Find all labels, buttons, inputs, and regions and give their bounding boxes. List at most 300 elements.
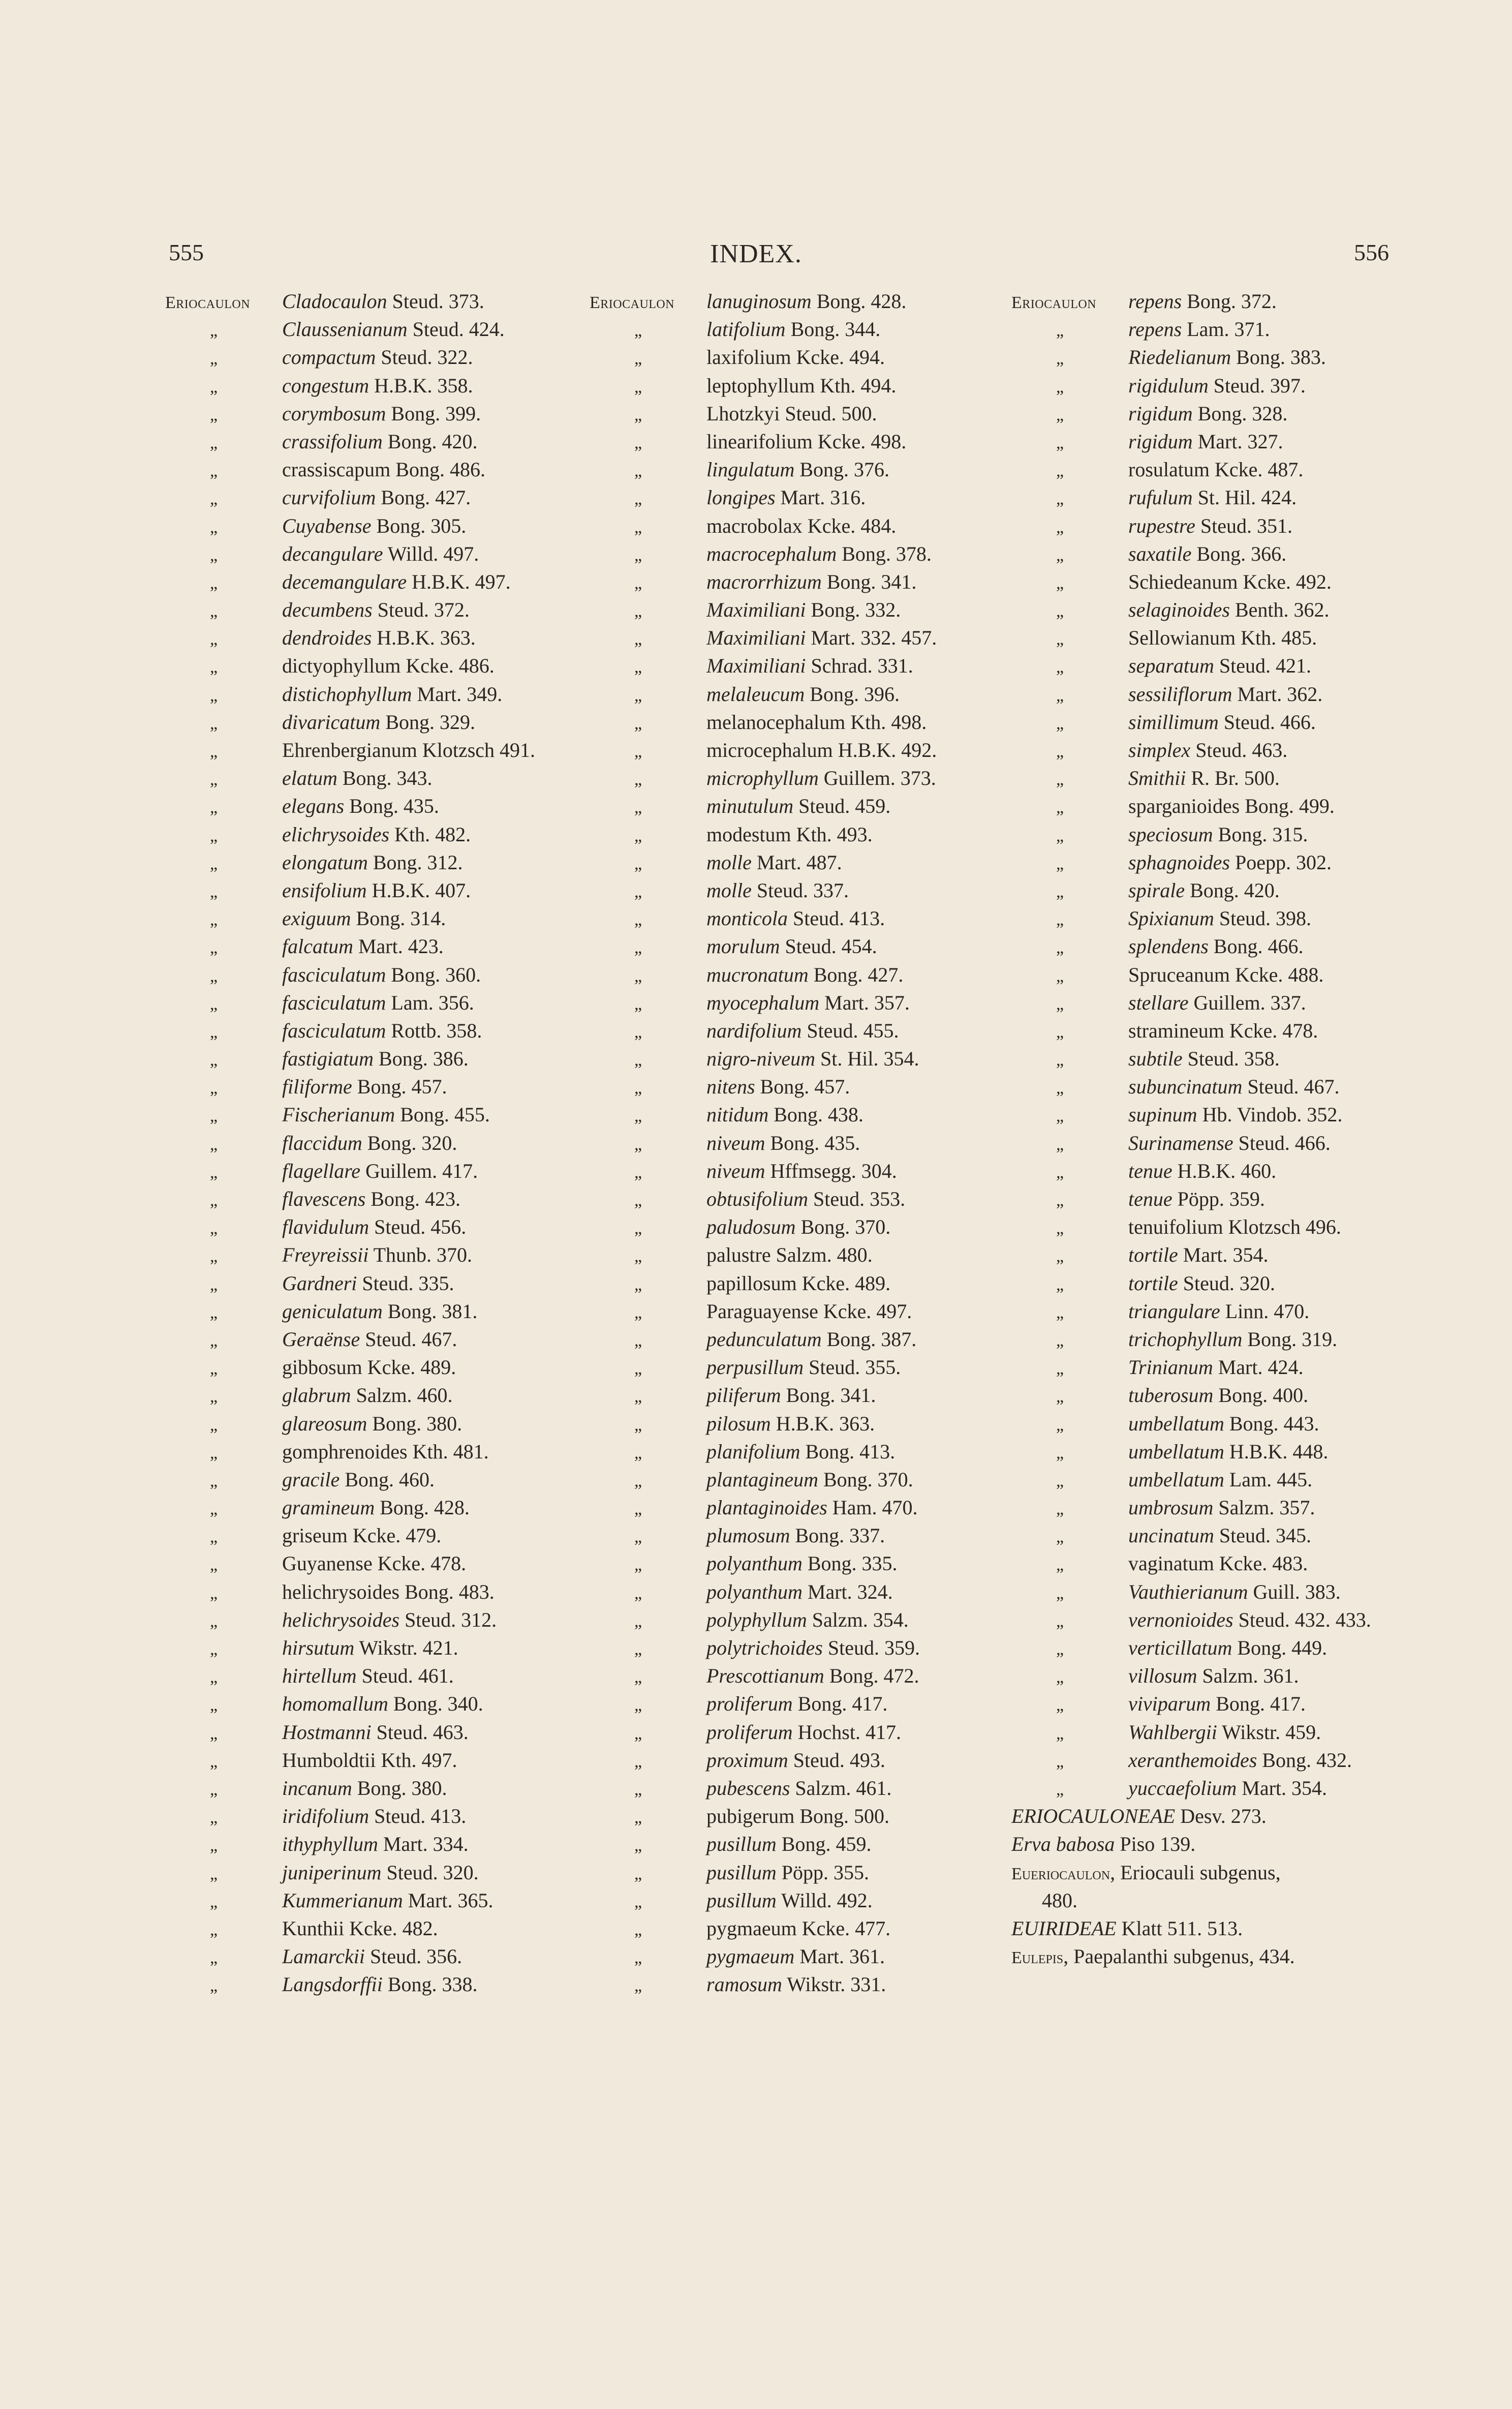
index-entry xyxy=(165,1017,612,1045)
index-entry xyxy=(590,1297,1032,1325)
ditto-mark: „ xyxy=(210,462,218,481)
author-reference: Hffmsegg. 304. xyxy=(770,1159,897,1182)
ditto-mark: „ xyxy=(1056,377,1064,397)
index-entry xyxy=(590,372,1032,400)
species-epithet: Fischerianum xyxy=(282,1103,395,1126)
ditto-mark: „ xyxy=(210,602,218,621)
ditto-mark: „ xyxy=(634,1022,642,1042)
ditto-mark: „ xyxy=(210,854,218,873)
index-entry xyxy=(165,904,612,932)
ditto-mark: „ xyxy=(634,1275,642,1294)
species-epithet: gracile xyxy=(282,1468,340,1491)
species-epithet: incanum xyxy=(282,1776,352,1800)
species-epithet: polyanthum xyxy=(706,1552,803,1575)
species-epithet: umbellatum xyxy=(1128,1468,1224,1491)
author-reference: Lam. 371. xyxy=(1187,318,1270,341)
ditto-mark: „ xyxy=(634,1079,642,1098)
ditto-mark: „ xyxy=(634,1331,642,1350)
species-epithet: falcatum xyxy=(282,935,353,958)
ditto-mark: „ xyxy=(210,826,218,845)
ditto-mark: „ xyxy=(1056,1471,1064,1490)
author-reference: Mart. 332. 457. xyxy=(811,626,937,650)
index-entry xyxy=(1011,512,1408,540)
author-reference: Bong. 432. xyxy=(1262,1748,1352,1772)
author-reference: Wikstr. 459. xyxy=(1222,1720,1321,1744)
index-entry xyxy=(590,400,1032,428)
ditto-mark: „ xyxy=(634,1387,642,1407)
species-epithet: paludosum xyxy=(706,1215,796,1239)
author-reference: Bong. 472. xyxy=(829,1664,919,1688)
index-entry xyxy=(165,1858,612,1886)
species-epithet: compactum xyxy=(282,346,376,369)
author-reference: Bong. 305. xyxy=(376,514,467,537)
index-entry xyxy=(165,1774,612,1802)
index-entry xyxy=(1011,736,1408,764)
ditto-mark: „ xyxy=(210,938,218,958)
index-entry xyxy=(165,372,612,400)
author-reference: Kcke. 488. xyxy=(1235,963,1324,986)
ditto-mark: „ xyxy=(634,1780,642,1799)
index-entry xyxy=(1011,1017,1408,1045)
author-reference: H.B.K. 407. xyxy=(372,878,471,902)
ditto-mark: „ xyxy=(210,545,218,565)
species-epithet: viviparum xyxy=(1128,1692,1211,1716)
species-epithet: fasciculatum xyxy=(282,1019,386,1042)
species-epithet: elegans xyxy=(282,795,345,818)
species-epithet: subuncinatum xyxy=(1128,1075,1243,1099)
author-reference: Bong. 428. xyxy=(816,290,907,313)
ditto-mark: „ xyxy=(1056,349,1064,369)
ditto-mark: „ xyxy=(1056,1107,1064,1126)
author-reference: Bong. 386. xyxy=(379,1047,469,1071)
index-entry xyxy=(165,1942,612,1970)
index-entry xyxy=(165,540,612,568)
species-epithet: nitidum xyxy=(706,1103,769,1126)
index-entry xyxy=(165,1213,612,1241)
index-entry xyxy=(590,904,1032,932)
ditto-mark: „ xyxy=(210,1303,218,1322)
author-reference: Bong. 381. xyxy=(387,1299,478,1323)
index-entry xyxy=(590,568,1032,596)
species-epithet: splendens xyxy=(1128,935,1209,958)
species-epithet: Wahlbergii xyxy=(1128,1720,1217,1744)
author-reference: Poepp. 302. xyxy=(1235,850,1332,874)
species-epithet: elatum xyxy=(282,767,337,790)
index-entry xyxy=(590,848,1032,876)
index-entry xyxy=(590,736,1032,764)
index-entry xyxy=(590,343,1032,371)
index-entry xyxy=(590,1830,1032,1858)
species-epithet: Spixianum xyxy=(1128,907,1214,930)
author-reference: Bong. 417. xyxy=(1216,1692,1306,1716)
author-reference: Kcke. 487. xyxy=(1214,458,1304,481)
author-reference: Bong. 337. xyxy=(795,1524,885,1547)
ditto-mark: „ xyxy=(1056,658,1064,677)
ditto-mark: „ xyxy=(1056,1500,1064,1519)
author-reference: Mart. 316. xyxy=(780,486,866,509)
species-epithet: palustre xyxy=(706,1243,771,1267)
ditto-mark: „ xyxy=(634,1640,642,1659)
index-entry xyxy=(590,820,1032,848)
species-epithet: Lamarckii xyxy=(282,1945,365,1968)
species-epithet: pilosum xyxy=(706,1412,771,1435)
species-epithet: umbellatum xyxy=(1128,1412,1224,1435)
author-reference: Steud. 463. xyxy=(376,1720,469,1744)
species-epithet: tenue xyxy=(1128,1159,1172,1182)
species-epithet: Kunthii xyxy=(282,1916,345,1940)
author-reference: Steud. 359. xyxy=(827,1636,920,1659)
index-entry xyxy=(165,1970,612,1998)
index-entry xyxy=(1011,1410,1408,1438)
ditto-mark: „ xyxy=(210,1752,218,1771)
index-entry xyxy=(1011,989,1408,1017)
species-epithet: obtusifolium xyxy=(706,1187,809,1210)
index-entry xyxy=(590,624,1032,652)
species-epithet: pubescens xyxy=(706,1776,790,1800)
index-entry xyxy=(165,1606,612,1634)
ditto-mark: „ xyxy=(634,1219,642,1238)
species-epithet: polyanthum xyxy=(706,1580,803,1603)
index-entry xyxy=(1011,904,1408,932)
species-epithet: tortile xyxy=(1128,1271,1178,1295)
ditto-mark: „ xyxy=(210,377,218,397)
author-reference: Bong. 366. xyxy=(1196,542,1287,565)
species-epithet: helichrysoides xyxy=(282,1580,400,1603)
index-entry xyxy=(165,483,612,511)
ditto-mark: „ xyxy=(634,1163,642,1182)
author-reference: H.B.K. 358. xyxy=(374,374,473,397)
author-reference: Bong. 315. xyxy=(1218,822,1308,846)
ditto-mark: „ xyxy=(634,490,642,509)
ditto-mark: „ xyxy=(210,1808,218,1827)
author-reference: Hochst. 417. xyxy=(797,1720,901,1744)
species-epithet: Freyreissii xyxy=(282,1243,369,1267)
ditto-mark: „ xyxy=(1056,714,1064,733)
index-entry xyxy=(590,596,1032,624)
species-epithet: plantagineum xyxy=(706,1468,818,1491)
author-reference: Bong. 319. xyxy=(1247,1327,1338,1351)
index-entry xyxy=(165,1578,612,1606)
species-epithet: uncinatum xyxy=(1128,1524,1214,1547)
index-entry xyxy=(1011,1325,1408,1353)
species-epithet: Ehrenbergianum xyxy=(282,739,417,761)
index-entry xyxy=(165,1269,612,1297)
index-entry xyxy=(590,961,1032,989)
ditto-mark: „ xyxy=(1056,573,1064,593)
species-epithet: perpusillum xyxy=(706,1356,804,1379)
species-epithet: pygmaeum xyxy=(706,1916,797,1940)
species-epithet: Cuyabense xyxy=(282,514,372,537)
index-entry xyxy=(165,1521,612,1549)
ditto-mark: „ xyxy=(1056,1022,1064,1042)
species-epithet: flavidulum xyxy=(282,1215,369,1239)
author-reference: Mart. 365. xyxy=(408,1888,493,1912)
author-reference: St. Hil. 424. xyxy=(1197,486,1297,509)
species-epithet: polyphyllum xyxy=(706,1608,807,1631)
species-epithet: papillosum xyxy=(706,1271,797,1295)
author-reference: Mart. 354. xyxy=(1242,1776,1328,1800)
species-epithet: gramineum xyxy=(282,1496,375,1519)
index-entry xyxy=(165,596,612,624)
species-epithet: xeranthemoides xyxy=(1128,1748,1257,1772)
ditto-mark: „ xyxy=(1056,490,1064,509)
ditto-mark: „ xyxy=(210,517,218,537)
species-epithet: distichophyllum xyxy=(282,682,412,706)
index-entry xyxy=(590,315,1032,343)
author-reference: Ham. 470. xyxy=(832,1496,918,1519)
author-reference: Kcke. 486. xyxy=(406,654,495,678)
ditto-mark: „ xyxy=(210,1640,218,1659)
species-epithet: fastigiatum xyxy=(282,1047,374,1071)
index-entry xyxy=(1011,1549,1408,1577)
ditto-mark: „ xyxy=(634,1051,642,1070)
species-epithet: glabrum xyxy=(282,1384,351,1407)
author-reference: Bong. 459. xyxy=(781,1833,872,1856)
species-epithet: proximum xyxy=(706,1748,788,1772)
species-epithet: flaccidum xyxy=(282,1131,362,1154)
author-reference: Steud. 373. xyxy=(392,290,484,313)
author-reference: Kth. 482. xyxy=(394,822,471,846)
ditto-mark: „ xyxy=(634,1752,642,1771)
species-epithet: plantaginoides xyxy=(706,1496,827,1519)
author-reference: Mart. 349. xyxy=(417,682,503,706)
species-epithet: myocephalum xyxy=(706,991,820,1014)
ditto-mark: „ xyxy=(634,1135,642,1154)
species-epithet: Kummerianum xyxy=(282,1888,403,1912)
page-number-left: 555 xyxy=(169,239,204,265)
author-reference: Guillem. 373. xyxy=(823,767,936,790)
ditto-mark: „ xyxy=(210,1780,218,1799)
species-epithet: decumbens xyxy=(282,598,373,622)
ditto-mark: „ xyxy=(634,462,642,481)
ditto-mark: „ xyxy=(634,1892,642,1911)
index-entry xyxy=(590,1241,1032,1269)
entry-rest: Desv. 273. xyxy=(1180,1805,1267,1828)
author-reference: Steud. 320. xyxy=(1183,1271,1275,1295)
index-entry xyxy=(1011,624,1408,652)
author-reference: Bong. 341. xyxy=(826,570,917,593)
index-entry xyxy=(165,1185,612,1213)
ditto-mark: „ xyxy=(1056,1724,1064,1743)
ditto-mark: „ xyxy=(634,1443,642,1462)
author-reference: Bong. 428. xyxy=(380,1496,470,1519)
species-epithet: pygmaeum xyxy=(706,1945,795,1968)
species-epithet: villosum xyxy=(1128,1664,1197,1688)
ditto-mark: „ xyxy=(210,1556,218,1575)
ditto-mark: „ xyxy=(1056,910,1064,930)
ditto-mark: „ xyxy=(1056,1163,1064,1182)
index-entry-extra xyxy=(1011,1830,1408,1858)
index-entry xyxy=(165,1241,612,1269)
index-entry xyxy=(165,568,612,596)
species-epithet: pusillum xyxy=(706,1888,777,1912)
author-reference: Klotzsch 496. xyxy=(1228,1215,1341,1239)
author-reference: Guillem. 337. xyxy=(1193,991,1306,1014)
species-epithet: selaginoides xyxy=(1128,598,1230,622)
index-entry xyxy=(1011,1353,1408,1381)
ditto-mark: „ xyxy=(1056,966,1064,986)
author-reference: Bong. 360. xyxy=(391,963,481,986)
author-reference: Bong. 413. xyxy=(805,1440,896,1463)
author-reference: Bong. 344. xyxy=(790,318,881,341)
ditto-mark: „ xyxy=(634,1191,642,1210)
index-entry xyxy=(590,876,1032,904)
species-epithet: divaricatum xyxy=(282,710,381,734)
index-entry xyxy=(1011,1774,1408,1802)
species-epithet: sessiliflorum xyxy=(1128,682,1232,706)
author-reference: H.B.K. 363. xyxy=(377,626,476,650)
index-column-3 xyxy=(1011,287,1408,1970)
author-reference: Bong. 427. xyxy=(381,486,471,509)
ditto-mark: „ xyxy=(210,910,218,930)
ditto-mark: „ xyxy=(210,1415,218,1435)
ditto-mark: „ xyxy=(1056,1752,1064,1771)
author-reference: Bong. 312. xyxy=(373,850,463,874)
ditto-mark: „ xyxy=(210,882,218,901)
index-entry xyxy=(590,1017,1032,1045)
author-reference: Bong. 370. xyxy=(823,1468,913,1491)
author-reference: Steud. 355. xyxy=(809,1356,901,1379)
ditto-mark: „ xyxy=(1056,882,1064,901)
species-epithet: rufulum xyxy=(1128,486,1193,509)
ditto-mark: „ xyxy=(1056,321,1064,341)
author-reference: Bong. 372. xyxy=(1187,290,1277,313)
ditto-mark: „ xyxy=(210,1583,218,1603)
author-reference: Bong. 335. xyxy=(807,1552,898,1575)
ditto-mark: „ xyxy=(1056,630,1064,649)
species-epithet: niveum xyxy=(706,1159,765,1182)
author-reference: Willd. 497. xyxy=(387,542,479,565)
ditto-mark: „ xyxy=(634,658,642,677)
ditto-mark: „ xyxy=(634,517,642,537)
index-entry xyxy=(590,932,1032,960)
author-reference: Hb. Vindob. 352. xyxy=(1202,1103,1343,1126)
author-reference: Mart. 487. xyxy=(756,850,842,874)
author-reference: Steud. 413. xyxy=(792,907,885,930)
ditto-mark: „ xyxy=(634,405,642,424)
author-reference: Rottb. 358. xyxy=(391,1019,482,1042)
index-entry xyxy=(590,1129,1032,1157)
ditto-mark: „ xyxy=(634,1528,642,1547)
index-entry xyxy=(165,1325,612,1353)
species-epithet: Maximiliani xyxy=(706,598,806,622)
index-entry xyxy=(590,1381,1032,1409)
species-epithet: Humboldtii xyxy=(282,1748,376,1772)
author-reference: Salzm. 460. xyxy=(356,1384,453,1407)
ditto-mark: „ xyxy=(210,1219,218,1238)
index-entry xyxy=(165,624,612,652)
ditto-mark: „ xyxy=(634,770,642,789)
ditto-mark: „ xyxy=(634,1696,642,1715)
author-reference: Bong. 466. xyxy=(1213,935,1304,958)
ditto-mark: „ xyxy=(1056,1696,1064,1715)
index-entry xyxy=(165,1466,612,1493)
index-entry xyxy=(590,1942,1032,1970)
ditto-mark: „ xyxy=(210,1668,218,1687)
ditto-mark: „ xyxy=(634,826,642,845)
ditto-mark: „ xyxy=(210,1359,218,1379)
ditto-mark: „ xyxy=(1056,854,1064,873)
species-epithet: rigidum xyxy=(1128,430,1193,453)
index-entry xyxy=(1011,1241,1408,1269)
author-reference: Steud. 320. xyxy=(386,1861,479,1884)
index-entry xyxy=(590,1045,1032,1073)
ditto-mark: „ xyxy=(1056,1275,1064,1294)
author-reference: Bong. 486. xyxy=(395,458,485,481)
author-reference: Mart. 424. xyxy=(1218,1356,1304,1379)
index-entry xyxy=(590,764,1032,792)
ditto-mark: „ xyxy=(1056,770,1064,789)
ditto-mark: „ xyxy=(634,1724,642,1743)
index-entry xyxy=(165,428,612,455)
ditto-mark: „ xyxy=(634,349,642,369)
ditto-mark: „ xyxy=(634,742,642,761)
genus-label: Eriocaulon xyxy=(590,293,675,312)
ditto-mark: „ xyxy=(210,1247,218,1266)
species-epithet: triangulare xyxy=(1128,1299,1220,1323)
species-epithet: decangulare xyxy=(282,542,383,565)
author-reference: St. Hil. 354. xyxy=(820,1047,919,1071)
index-entry xyxy=(1011,1662,1408,1690)
author-reference: Bong. 455. xyxy=(400,1103,490,1126)
index-entry xyxy=(590,792,1032,820)
ditto-mark: „ xyxy=(210,1387,218,1407)
species-epithet: hirsutum xyxy=(282,1636,355,1659)
author-reference: Lam. 356. xyxy=(391,991,474,1014)
species-epithet: pubigerum xyxy=(706,1805,795,1828)
index-entry xyxy=(1011,680,1408,708)
author-reference: Kcke. 477. xyxy=(801,1916,891,1940)
author-reference: Bong. 457. xyxy=(357,1075,447,1099)
author-reference: Kcke. 498. xyxy=(817,430,907,453)
species-epithet: Vauthierianum xyxy=(1128,1580,1248,1603)
author-reference: Steud. 455. xyxy=(807,1019,899,1042)
index-entry xyxy=(1011,876,1408,904)
author-reference: Kcke. 482. xyxy=(349,1916,438,1940)
author-reference: Bong. 457. xyxy=(760,1075,850,1099)
index-entry xyxy=(1011,1438,1408,1466)
index-entry xyxy=(1011,932,1408,960)
entry-name: Erva babosa xyxy=(1011,1833,1115,1856)
ditto-mark: „ xyxy=(634,686,642,705)
species-epithet: tenuifolium xyxy=(1128,1215,1223,1239)
ditto-mark: „ xyxy=(634,433,642,452)
index-entry xyxy=(1011,428,1408,455)
ditto-mark: „ xyxy=(634,1920,642,1939)
species-epithet: Lhotzkyi xyxy=(706,402,780,425)
index-entry xyxy=(165,1493,612,1521)
species-epithet: Claussenianum xyxy=(282,318,408,341)
index-entry xyxy=(165,512,612,540)
index-entry xyxy=(165,1045,612,1073)
index-entry xyxy=(1011,820,1408,848)
species-epithet: microphyllum xyxy=(706,767,819,790)
author-reference: Steud. 335. xyxy=(362,1271,454,1295)
ditto-mark: „ xyxy=(1056,1079,1064,1098)
ditto-mark: „ xyxy=(210,1022,218,1042)
author-reference: Kth. 493. xyxy=(796,822,873,846)
index-entry xyxy=(590,1353,1032,1381)
species-epithet: Maximiliani xyxy=(706,654,806,678)
species-epithet: corymbosum xyxy=(282,402,386,425)
index-entry xyxy=(165,708,612,736)
index-entry xyxy=(165,680,612,708)
index-entry xyxy=(590,483,1032,511)
ditto-mark: „ xyxy=(1056,1640,1064,1659)
species-epithet: juniperinum xyxy=(282,1861,382,1884)
ditto-mark: „ xyxy=(210,1864,218,1883)
index-entry xyxy=(590,1606,1032,1634)
